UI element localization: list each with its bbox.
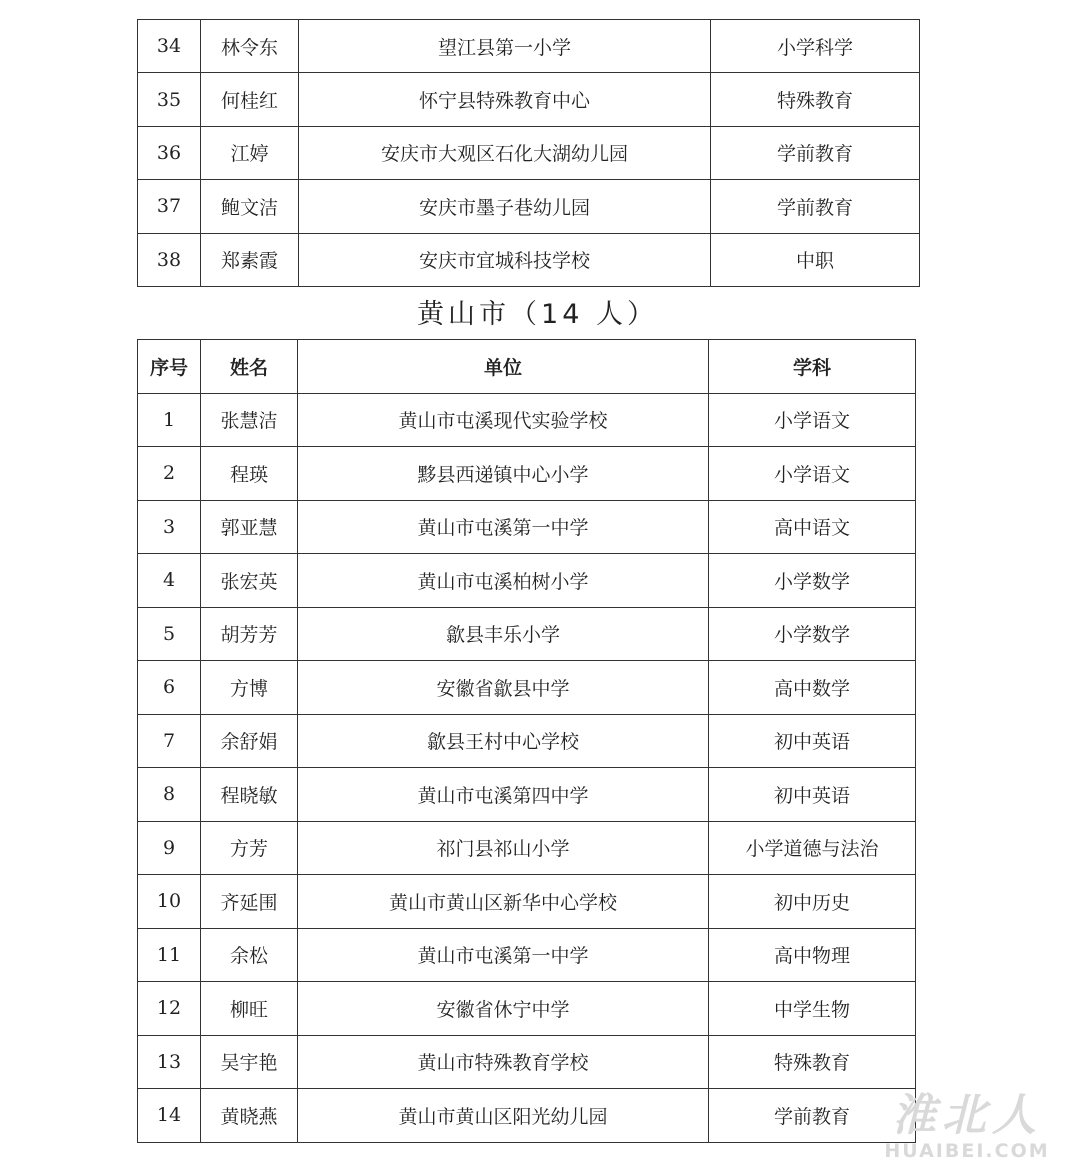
cell-unit: 望江县第一小学 bbox=[299, 20, 711, 73]
cell-name: 齐延围 bbox=[201, 875, 298, 929]
header-no: 序号 bbox=[138, 340, 201, 394]
table-row bbox=[138, 714, 916, 768]
cell-unit: 黄山市黄山区阳光幼儿园 bbox=[298, 1089, 709, 1143]
cell-no: 2 bbox=[138, 447, 201, 501]
cell-subject: 学前教育 bbox=[711, 180, 920, 233]
cell-no: 10 bbox=[138, 875, 201, 929]
header-unit: 单位 bbox=[298, 340, 709, 394]
cell-no: 1 bbox=[138, 393, 201, 447]
cell-no: 11 bbox=[138, 928, 201, 982]
cell-no: 7 bbox=[138, 714, 201, 768]
cell-subject: 学前教育 bbox=[709, 1089, 916, 1143]
cell-subject: 初中英语 bbox=[709, 714, 916, 768]
cell-unit: 黄山市黄山区新华中心学校 bbox=[298, 875, 709, 929]
watermark-url: HUAIBEI.COM bbox=[884, 1140, 1050, 1162]
cell-no: 35 bbox=[138, 73, 201, 126]
cell-unit: 黄山市屯溪第四中学 bbox=[298, 768, 709, 822]
section-title: 黄山市（14 人） bbox=[417, 299, 658, 330]
cell-name: 程晓敏 bbox=[201, 768, 298, 822]
cell-name: 张宏英 bbox=[201, 554, 298, 608]
cell-no: 6 bbox=[138, 661, 201, 715]
cell-name: 方博 bbox=[201, 661, 298, 715]
table-row bbox=[138, 180, 920, 233]
cell-name: 林令东 bbox=[201, 20, 299, 73]
cell-unit: 歙县王村中心学校 bbox=[298, 714, 709, 768]
cell-no: 3 bbox=[138, 500, 201, 554]
table-row bbox=[138, 1089, 916, 1143]
cell-no: 37 bbox=[138, 180, 201, 233]
cell-name: 黄晓燕 bbox=[201, 1089, 298, 1143]
anqing-continued-table bbox=[137, 19, 920, 287]
cell-name: 鲍文洁 bbox=[201, 180, 299, 233]
huangshan-table bbox=[137, 339, 916, 1143]
cell-unit: 黄山市屯溪第一中学 bbox=[298, 928, 709, 982]
table-row bbox=[138, 447, 916, 501]
cell-name: 江婷 bbox=[201, 126, 299, 179]
table-row bbox=[138, 607, 916, 661]
table-row bbox=[138, 233, 920, 286]
cell-unit: 安徽省休宁中学 bbox=[298, 982, 709, 1036]
table-row bbox=[138, 126, 920, 179]
cell-no: 14 bbox=[138, 1089, 201, 1143]
cell-unit: 歙县丰乐小学 bbox=[298, 607, 709, 661]
cell-subject: 特殊教育 bbox=[709, 1035, 916, 1089]
cell-subject: 特殊教育 bbox=[711, 73, 920, 126]
cell-no: 13 bbox=[138, 1035, 201, 1089]
cell-unit: 安庆市宜城科技学校 bbox=[299, 233, 711, 286]
cell-name: 方芳 bbox=[201, 821, 298, 875]
cell-name: 郑素霞 bbox=[201, 233, 299, 286]
cell-no: 5 bbox=[138, 607, 201, 661]
cell-name: 余舒娟 bbox=[201, 714, 298, 768]
cell-unit: 黄山市特殊教育学校 bbox=[298, 1035, 709, 1089]
cell-unit: 怀宁县特殊教育中心 bbox=[299, 73, 711, 126]
cell-unit: 安庆市大观区石化大湖幼儿园 bbox=[299, 126, 711, 179]
cell-subject: 高中数学 bbox=[709, 661, 916, 715]
cell-subject: 高中语文 bbox=[709, 500, 916, 554]
cell-no: 36 bbox=[138, 126, 201, 179]
cell-name: 柳旺 bbox=[201, 982, 298, 1036]
site-watermark bbox=[862, 1092, 1072, 1168]
cell-name: 张慧洁 bbox=[201, 393, 298, 447]
cell-subject: 小学数学 bbox=[709, 554, 916, 608]
cell-subject: 中职 bbox=[711, 233, 920, 286]
cell-subject: 初中历史 bbox=[709, 875, 916, 929]
table-row bbox=[138, 821, 916, 875]
cell-unit: 祁门县祁山小学 bbox=[298, 821, 709, 875]
table-row bbox=[138, 768, 916, 822]
table-row bbox=[138, 393, 916, 447]
cell-no: 34 bbox=[138, 20, 201, 73]
table-row bbox=[138, 500, 916, 554]
cell-unit: 黄山市屯溪柏树小学 bbox=[298, 554, 709, 608]
cell-name: 程瑛 bbox=[201, 447, 298, 501]
table-header bbox=[138, 340, 916, 394]
cell-subject: 高中物理 bbox=[709, 928, 916, 982]
cell-unit: 安徽省歙县中学 bbox=[298, 661, 709, 715]
cell-subject: 小学数学 bbox=[709, 607, 916, 661]
cell-name: 吴宇艳 bbox=[201, 1035, 298, 1089]
table-row bbox=[138, 20, 920, 73]
cell-unit: 黟县西递镇中心小学 bbox=[298, 447, 709, 501]
cell-unit: 黄山市屯溪第一中学 bbox=[298, 500, 709, 554]
table-row bbox=[138, 73, 920, 126]
header-subject: 学科 bbox=[709, 340, 916, 394]
cell-subject: 小学语文 bbox=[709, 447, 916, 501]
cell-no: 4 bbox=[138, 554, 201, 608]
cell-subject: 小学科学 bbox=[711, 20, 920, 73]
table-row bbox=[138, 982, 916, 1036]
cell-subject: 初中英语 bbox=[709, 768, 916, 822]
cell-name: 余松 bbox=[201, 928, 298, 982]
header-name: 姓名 bbox=[201, 340, 298, 394]
table-row bbox=[138, 1035, 916, 1089]
cell-subject: 小学道德与法治 bbox=[709, 821, 916, 875]
cell-no: 12 bbox=[138, 982, 201, 1036]
cell-name: 胡芳芳 bbox=[201, 607, 298, 661]
cell-subject: 小学语文 bbox=[709, 393, 916, 447]
cell-subject: 中学生物 bbox=[709, 982, 916, 1036]
cell-no: 38 bbox=[138, 233, 201, 286]
table-row bbox=[138, 554, 916, 608]
cell-no: 8 bbox=[138, 768, 201, 822]
cell-no: 9 bbox=[138, 821, 201, 875]
table-row bbox=[138, 661, 916, 715]
table-row bbox=[138, 875, 916, 929]
watermark-logo: 淮北人 bbox=[892, 1090, 1042, 1141]
cell-unit: 黄山市屯溪现代实验学校 bbox=[298, 393, 709, 447]
table-row bbox=[138, 928, 916, 982]
main-table-body bbox=[138, 393, 916, 1142]
cell-subject: 学前教育 bbox=[711, 126, 920, 179]
cell-unit: 安庆市墨子巷幼儿园 bbox=[299, 180, 711, 233]
top-table-body bbox=[138, 20, 920, 287]
cell-name: 何桂红 bbox=[201, 73, 299, 126]
cell-name: 郭亚慧 bbox=[201, 500, 298, 554]
